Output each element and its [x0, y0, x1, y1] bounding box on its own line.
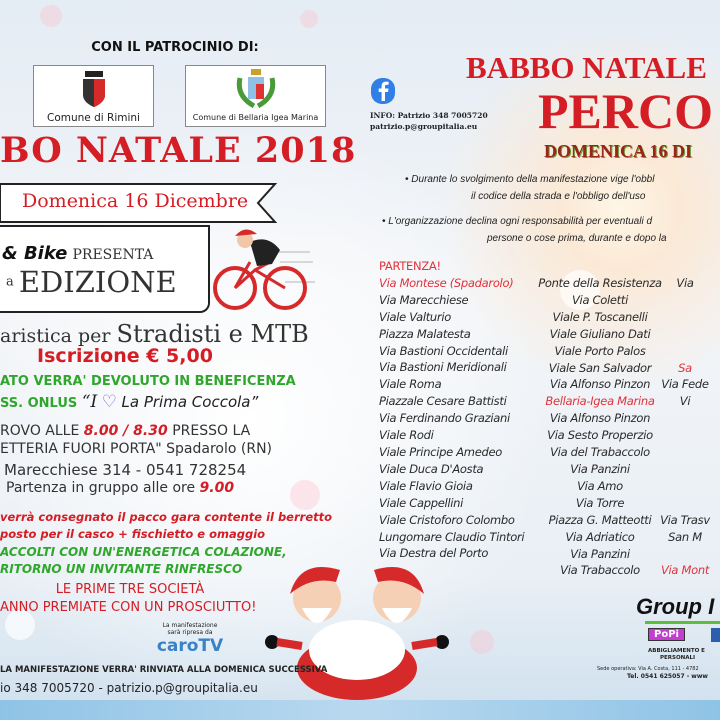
route-street: Viale Flavio Gioia	[379, 478, 473, 493]
route-date: DOMENICA 16 DI	[544, 141, 693, 161]
charity-org-quote: “I	[81, 392, 98, 412]
bellaria-crest-icon	[234, 68, 278, 110]
bokeh	[300, 10, 318, 28]
race-pack-line: verrà consegnato il pacco gara contente il berretto	[0, 510, 333, 524]
route-street: Via Bastioni Meridionali	[379, 360, 507, 375]
route-column-1	[379, 258, 524, 562]
route-street: Viale Cristoforo Colombo	[379, 512, 515, 527]
route-street: Viale Principe Amedeo	[379, 444, 502, 459]
route-street: Via Destra del Porto	[379, 546, 489, 561]
route-street: Via Trabaccolo	[560, 563, 640, 578]
route-street: Via Ferdinando Graziani	[379, 411, 510, 426]
rules-list	[382, 213, 667, 247]
meeting-address: Marecchiese 314 - 0541 728254	[4, 461, 247, 479]
meeting-time-line	[0, 423, 250, 439]
route-street: Piazzale Cesare Battisti	[379, 394, 507, 409]
postponement-notice: LA MANIFESTAZIONE VERRA' RINVIATA ALLA DOMENICA SUCCESSIVA	[0, 665, 328, 675]
route-street: Viale Cappellini	[379, 495, 464, 510]
category-line	[0, 320, 309, 348]
company-phone: Tel. 0541 625057 - www	[627, 673, 708, 680]
route-column-3	[650, 275, 720, 579]
santa-claus-icon	[262, 558, 452, 700]
route-town-label: Sa	[678, 360, 692, 375]
route-street: Piazza G. Matteotti	[548, 512, 652, 527]
route-town-label: Bellaria-Igea Marina	[545, 394, 655, 409]
company-logo: Group I	[636, 594, 715, 619]
route-street: Via Bastioni Occidentali	[379, 343, 508, 358]
route-street: Viale Rodi	[379, 428, 434, 443]
edition-line	[6, 265, 177, 299]
route-street: Via Adriatico	[565, 529, 635, 544]
route-street: Viale P. Toscanelli	[552, 309, 648, 324]
route-street: Via Panzini	[570, 461, 630, 476]
sponsor-heading: CON IL PATROCINIO DI:	[91, 40, 259, 55]
meeting-place: ETTERIA FUORI PORTA" Spadarolo (RN)	[0, 441, 273, 457]
route-street: San M	[668, 529, 702, 544]
brand-logo-icon	[711, 628, 720, 642]
bottom-strip	[0, 700, 720, 720]
charity-line: ATO VERRA' DEVOLUTO IN BENEFICENZA	[0, 374, 296, 389]
route-street: Via Alfonso Pinzon	[549, 377, 651, 392]
route-street: Vi	[679, 394, 691, 409]
route-street: Via Amo	[577, 478, 623, 493]
cyclist-santa-icon	[205, 222, 315, 314]
edition-label: EDIZIONE	[18, 265, 177, 299]
prize-line: ANNO PREMIATE CON UN PROSCIUTTO!	[0, 600, 257, 615]
rule-item: • Durante lo svolgimento della manifestazione vige l'obbl	[405, 174, 655, 185]
registration-fee: Iscrizione € 5,00	[37, 345, 213, 367]
route-street: Via Sesto Properzio	[547, 428, 653, 443]
info-email[interactable]: patrizio.p@groupitalia.eu	[370, 122, 478, 131]
category-prefix: aristica per	[0, 325, 117, 347]
route-street: Ponte della Resistenza	[538, 276, 662, 290]
charity-org-line	[0, 392, 258, 412]
route-street: Piazza Malatesta	[379, 326, 471, 341]
presenter-name: & Bike	[2, 243, 68, 264]
tv-notice-line: sarà ripresa da	[167, 629, 213, 636]
rule-item-cont: il codice della strada e l'obbligo dell'uso	[471, 191, 646, 202]
company-address-line: Sede operativa: Via A. Costa, 111 - 4782	[597, 666, 699, 672]
route-street: Via Montese (Spadarolo)	[379, 275, 514, 290]
rule-item: • L'organizzazione declina ogni responsabilità per eventuali d	[382, 216, 653, 227]
route-street: Via del Trabaccolo	[550, 445, 650, 460]
route-street: Via	[676, 276, 694, 290]
start-time: 9.00	[199, 480, 235, 496]
prize-line: LE PRIME TRE SOCIETÀ	[55, 582, 205, 597]
company-logo-bar	[645, 621, 720, 624]
tv-notice-line: La manifestazione	[162, 622, 218, 629]
race-pack-line: posto per il casco + fischietto e omaggio	[0, 527, 266, 541]
route-street: Via Coletti	[571, 292, 628, 307]
date-banner: Domenica 16 Dicembre	[22, 190, 249, 212]
company-details	[648, 648, 705, 662]
contact-line: io 348 7005720 - patrizio.p@groupitalia.eu	[0, 681, 258, 695]
bokeh	[470, 630, 494, 654]
logo-rimini	[33, 65, 154, 127]
route-street: Viale San Salvador	[548, 360, 652, 375]
route-street: Via Trasv	[660, 512, 710, 527]
route-street: Via Alfonso Pinzon	[549, 411, 651, 426]
route-street: Via Mont	[660, 563, 710, 578]
tv-notice	[150, 622, 230, 656]
meeting-label: ROVO ALLE	[0, 423, 80, 439]
route-title-main: PERCO	[538, 83, 713, 139]
presenta-label: PRESENTA	[72, 247, 154, 263]
route-street: Viale Porto Palos	[554, 343, 646, 358]
route-street: Via Panzini	[570, 546, 630, 561]
route-street: Via Marecchiese	[379, 292, 469, 307]
route-title: BABBO NATALE	[466, 50, 707, 85]
route-street: Viale Duca D'Aosta	[379, 461, 484, 476]
info-phone: INFO: Patrizio 348 7005720	[370, 111, 488, 120]
meeting-time: 8.00 / 8.30	[83, 423, 168, 439]
carotv-logo: caroTV	[156, 636, 224, 656]
presenter-line	[2, 243, 153, 264]
logo-label: Comune di Bellaria Igea Marina	[192, 113, 319, 122]
edition-ordinal: a	[6, 274, 14, 290]
charity-org-prefix: SS. ONLUS	[0, 396, 78, 411]
food-line: ACCOLTI CON UN'ENERGETICA COLAZIONE,	[0, 545, 287, 559]
route-street: Via Fede	[661, 377, 709, 392]
info-block	[370, 110, 488, 132]
heart-icon: ♡	[101, 392, 117, 412]
route-start-label: PARTENZA!	[379, 259, 441, 273]
route-street: Viale Giuliano Dati	[549, 326, 651, 341]
popi-logo: PoPi	[648, 628, 685, 641]
route-street: Lungomare Claudio Tintori	[379, 529, 525, 544]
meeting-suffix: PRESSO LA	[172, 423, 251, 439]
logo-label: Comune di Rimini	[47, 112, 140, 124]
start-time-line	[6, 480, 234, 496]
event-title: BO NATALE 2018	[0, 130, 357, 171]
rule-item-cont: persone o cose prima, durante e dopo la	[487, 233, 667, 244]
facebook-icon[interactable]	[370, 77, 396, 105]
company-tagline: PERSONALI	[660, 655, 696, 661]
food-line: RITORNO UN INVITANTE RINFRESCO	[0, 562, 243, 576]
start-label: Partenza in gruppo alle ore	[6, 480, 196, 496]
rules-list	[405, 171, 654, 205]
bokeh	[40, 5, 62, 27]
company-address	[597, 665, 708, 681]
route-street: Viale Valturio	[379, 309, 451, 324]
charity-org-name: La Prima Coccola”	[121, 393, 259, 411]
rimini-crest-icon	[79, 69, 109, 109]
bokeh	[290, 480, 320, 510]
route-street: Viale Roma	[379, 377, 442, 392]
logo-bellaria	[185, 65, 326, 127]
category-types: Stradisti e MTB	[116, 320, 309, 348]
route-street: Via Torre	[575, 495, 625, 510]
company-tagline: ABBIGLIAMENTO E	[648, 648, 705, 654]
